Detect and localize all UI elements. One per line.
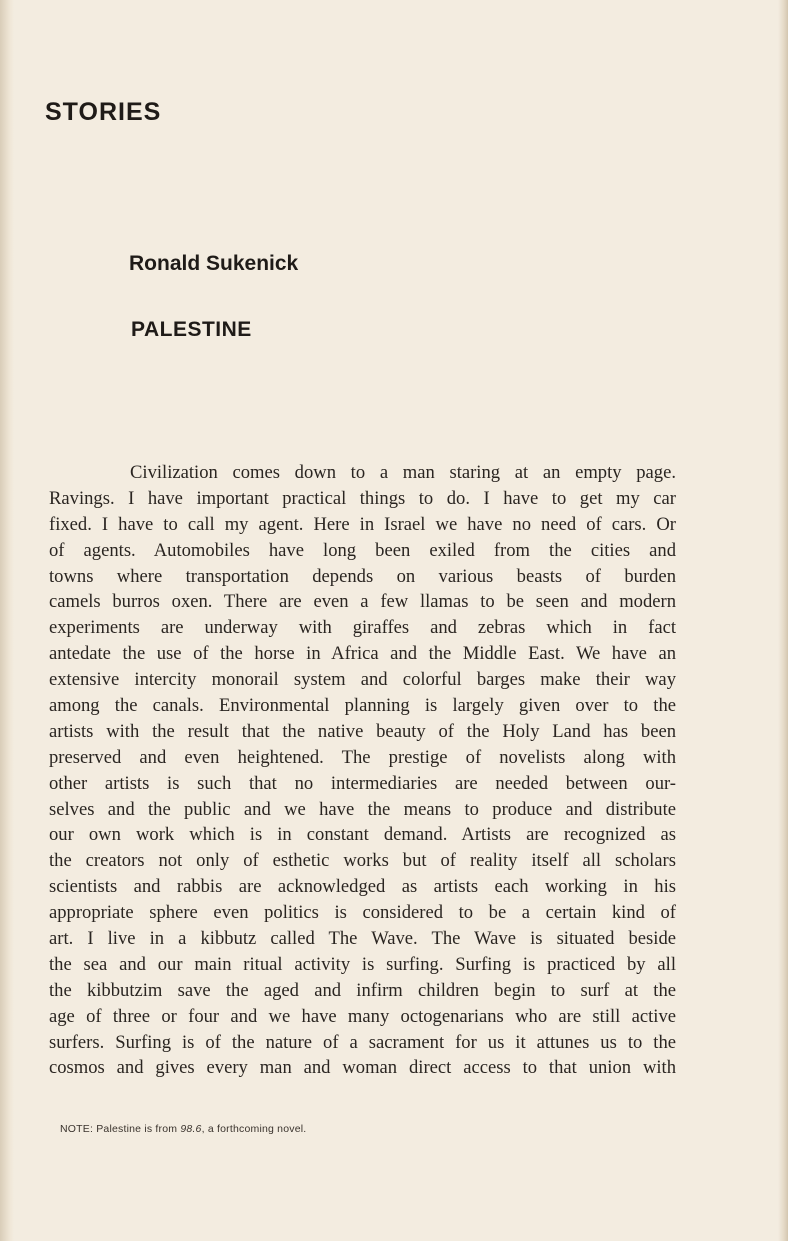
body-line: towns where transportation depends on various beasts of burden [49, 565, 676, 587]
footnote-label: NOTE: [60, 1123, 94, 1135]
page-gutter-shadow [0, 0, 14, 1241]
page-edge [778, 0, 788, 1241]
body-line: Civilization comes down to a man staring at an empty page. [130, 462, 676, 483]
body-line: selves and the public and we have the means to produce and distribute [49, 798, 676, 820]
footnote-book-title: 98.6 [180, 1123, 202, 1135]
body-line: of agents. Automobiles have long been exiled from the cities and [49, 539, 676, 561]
body-line: the kibbutzim save the aged and infirm children begin to surf at the [49, 979, 676, 1001]
body-line: experiments are underway with giraffes and zebras which in fact [49, 617, 676, 639]
section-heading: STORIES [45, 98, 162, 126]
body-line: camels burros oxen. There are even a few llamas to be seen and modern [49, 591, 676, 613]
footnote-text-before: Palestine is from [96, 1123, 178, 1135]
footnote-text-after: , a forthcoming novel. [201, 1123, 307, 1135]
footnote [60, 1123, 306, 1135]
body-line: artists with the result that the native beauty of the Holy Land has been [49, 720, 676, 742]
body-line: art. I live in a kibbutz called The Wave. The Wave is situated beside [49, 928, 676, 950]
body-line: fixed. I have to call my agent. Here in Israel we have no need of cars. Or [49, 513, 676, 535]
body-line: cosmos and gives every man and woman direct access to that union with [49, 1057, 676, 1079]
body-line: Ravings. I have important practical things to do. I have to get my car [49, 487, 676, 509]
body-line: preserved and even heightened. The prestige of novelists along with [49, 746, 676, 768]
body-line: scientists and rabbis are acknowledged as artists each working in his [49, 876, 676, 898]
body-line: the sea and our main ritual activity is surfing. Surfing is practiced by all [49, 953, 676, 975]
body-line: appropriate sphere even politics is considered to be a certain kind of [49, 902, 676, 924]
story-author: Ronald Sukenick [129, 252, 299, 275]
story-title: PALESTINE [131, 318, 252, 341]
body-line: among the canals. Environmental planning is largely given over to the [49, 695, 676, 717]
body-line: age of three or four and we have many octogenarians who are still active [49, 1005, 676, 1027]
story-body [49, 460, 676, 1081]
body-line: extensive intercity monorail system and colorful barges make their way [49, 669, 676, 691]
body-line: surfers. Surfing is of the nature of a sacrament for us it attunes us to the [49, 1031, 676, 1053]
body-line: antedate the use of the horse in Africa and the Middle East. We have an [49, 643, 676, 665]
body-line: the creators not only of esthetic works but of reality itself all scholars [49, 850, 676, 872]
body-line: other artists is such that no intermediaries are needed between our- [49, 772, 676, 794]
body-line: our own work which is in constant demand. Artists are recognized as [49, 824, 676, 846]
